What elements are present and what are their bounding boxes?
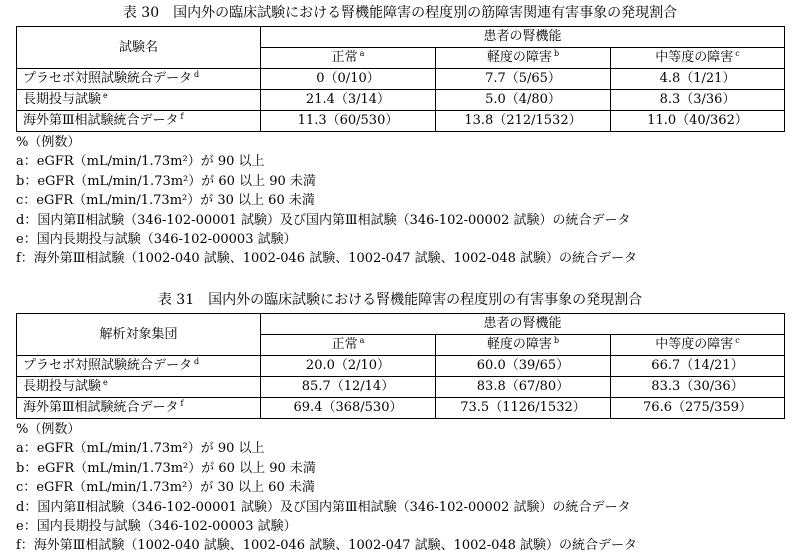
table-row xyxy=(17,69,785,90)
table-cell: 7.7（5/65） xyxy=(436,69,611,90)
row-label: プラセボ対照試験統合データ $^d$ xyxy=(17,69,261,90)
table-row xyxy=(17,356,785,377)
header-row xyxy=(17,314,785,335)
column-header-moderate: 中等度の障害 $^c$ xyxy=(611,335,785,356)
footnote: b：eGFR（mL/min/1.73m²）が 60 以上 90 未満 xyxy=(16,173,316,189)
table-cell: 76.6（275/359） xyxy=(611,398,785,419)
row-header-cell: 試験名 xyxy=(17,27,261,69)
column-header-mild: 軽度の障害 $^b$ xyxy=(436,48,611,69)
group-header-cell: 患者の腎機能 xyxy=(261,314,785,335)
group-header-cell: 患者の腎機能 xyxy=(261,27,785,48)
row-label: 長期投与試験 $^e$ xyxy=(17,90,261,111)
footnote: d：国内第Ⅱ相試験（346-102-00001 試験）及び国内第Ⅲ相試験（346-102-00002 試験）の統合データ xyxy=(16,212,631,228)
table-cell: 69.4（368/530） xyxy=(261,398,436,419)
table-cell: 4.8（1/21） xyxy=(611,69,785,90)
row-label: 海外第Ⅲ相試験統合データ $^f$ xyxy=(17,111,261,132)
table-row xyxy=(17,377,785,398)
column-header-moderate: 中等度の障害 $^c$ xyxy=(611,48,785,69)
table-cell: 21.4（3/14） xyxy=(261,90,436,111)
table-30-section xyxy=(0,0,800,269)
table-31-section xyxy=(0,287,800,556)
table-cell: 83.8（67/80） xyxy=(436,377,611,398)
renal-function-table xyxy=(16,26,785,132)
footnote: a：eGFR（mL/min/1.73m²）が 90 以上 xyxy=(16,441,265,457)
column-header-normal: 正常 $^a$ xyxy=(261,335,436,356)
row-label: 海外第Ⅲ相試験統合データ $^f$ xyxy=(17,398,261,419)
table-cell: 73.5（1126/1532） xyxy=(436,398,611,419)
footnote: a：eGFR（mL/min/1.73m²）が 90 以上 xyxy=(16,154,265,170)
footnote: c：eGFR（mL/min/1.73m²）が 30 以上 60 未満 xyxy=(16,193,315,209)
header-row xyxy=(17,27,785,48)
table-cell: 60.0（39/65） xyxy=(436,356,611,377)
table-cell: 85.7（12/14） xyxy=(261,377,436,398)
table-row xyxy=(17,90,785,111)
footnote: e：国内長期投与試験（346-102-00003 試験） xyxy=(16,231,297,247)
column-header-normal: 正常 $^a$ xyxy=(261,48,436,69)
table-cell: 20.0（2/10） xyxy=(261,356,436,377)
table-row xyxy=(17,111,785,132)
table-footnotes xyxy=(16,420,800,556)
column-header-mild: 軽度の障害 $^b$ xyxy=(436,335,611,356)
table-footnotes xyxy=(16,133,800,269)
renal-function-table xyxy=(16,313,785,419)
table-caption: 表 30 国内外の臨床試験における腎機能障害の程度別の筋障害関連有害事象の発現割合 xyxy=(122,5,678,21)
footnote: f：海外第Ⅲ相試験（1002-040 試験、1002-046 試験、1002-047 試験、1002-048 試験）の統合データ xyxy=(16,251,638,267)
footnote: d：国内第Ⅱ相試験（346-102-00001 試験）及び国内第Ⅲ相試験（346-102-00002 試験）の統合データ xyxy=(16,499,631,515)
footnote: c：eGFR（mL/min/1.73m²）が 30 以上 60 未満 xyxy=(16,480,315,496)
table-cell: 66.7（14/21） xyxy=(611,356,785,377)
table-cell: 13.8（212/1532） xyxy=(436,111,611,132)
footnote: b：eGFR（mL/min/1.73m²）が 60 以上 90 未満 xyxy=(16,460,316,476)
table-cell: 11.0（40/362） xyxy=(611,111,785,132)
row-header-cell: 解析対象集団 xyxy=(17,314,261,356)
row-label: プラセボ対照試験統合データ $^d$ xyxy=(17,356,261,377)
table-row xyxy=(17,398,785,419)
footnote: f：海外第Ⅲ相試験（1002-040 試験、1002-046 試験、1002-047 試験、1002-048 試験）の統合データ xyxy=(16,538,638,554)
footnote: %（例数） xyxy=(16,135,81,150)
footnote: e：国内長期投与試験（346-102-00003 試験） xyxy=(16,518,297,534)
table-cell: 0（0/10） xyxy=(261,69,436,90)
table-caption: 表 31 国内外の臨床試験における腎機能障害の程度別の有害事象の発現割合 xyxy=(157,292,643,308)
table-cell: 8.3（3/36） xyxy=(611,90,785,111)
row-label: 長期投与試験 $^e$ xyxy=(17,377,261,398)
footnote: %（例数） xyxy=(16,422,81,437)
table-cell: 11.3（60/530） xyxy=(261,111,436,132)
table-cell: 83.3（30/36） xyxy=(611,377,785,398)
table-cell: 5.0（4/80） xyxy=(436,90,611,111)
